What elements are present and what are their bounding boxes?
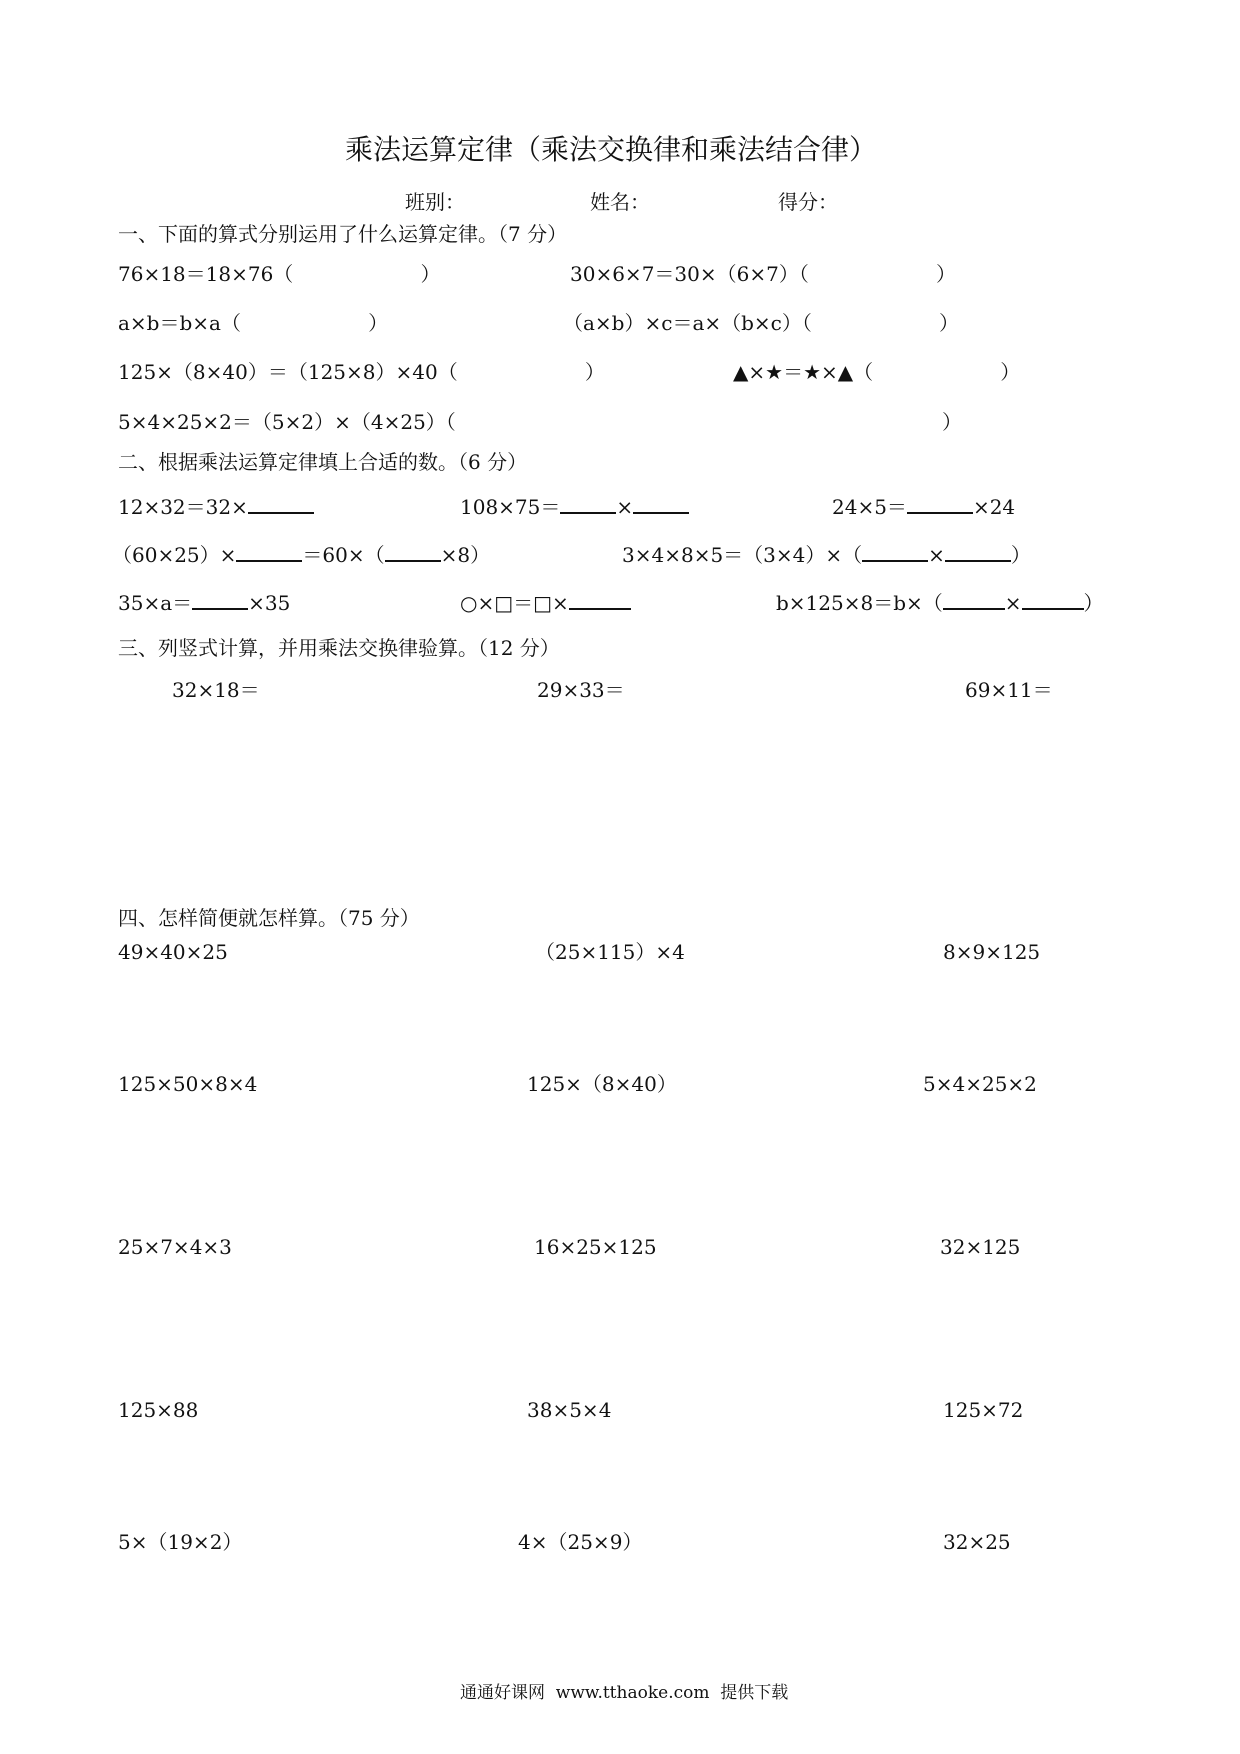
s1-item-4: （a×b）×c＝a×（b×c）（ ） <box>563 311 960 335</box>
s4-item-11: 38×5×4 <box>527 1398 612 1422</box>
s2-r2-a: （60×25）× ＝60×（ ×8） <box>112 543 491 567</box>
answer-blank[interactable] <box>943 590 1005 610</box>
s1-item-5: 125×（8×40）＝（125×8）×40（ ） <box>118 360 605 384</box>
s1-item-6: ▲×★＝★×▲（ ） <box>733 360 1021 384</box>
s4-item-7: 25×7×4×3 <box>118 1235 232 1259</box>
s4-item-1: 49×40×25 <box>118 940 228 964</box>
s1-item-2: 30×6×7＝30×（6×7）（ ） <box>570 262 956 286</box>
s1-item-3: a×b＝b×a（ ） <box>118 311 389 335</box>
answer-blank[interactable] <box>1022 590 1084 610</box>
answer-blank[interactable] <box>633 494 689 514</box>
s4-item-9: 32×125 <box>940 1235 1021 1259</box>
answer-blank[interactable] <box>192 590 248 610</box>
section-1-heading: 一、下面的算式分别运用了什么运算定律。（7 分） <box>118 222 568 246</box>
answer-blank[interactable] <box>385 542 441 562</box>
s1-item-7: 5×4×25×2＝（5×2）×（4×25）（ <box>118 410 456 434</box>
s2-r3-c: b×125×8＝b×（ × ） <box>776 591 1104 615</box>
s3-item-2: 29×33＝ <box>537 678 625 702</box>
s4-item-8: 16×25×125 <box>534 1235 657 1259</box>
answer-blank[interactable] <box>569 590 631 610</box>
s2-r1-a: 12×32＝32× <box>118 494 314 517</box>
class-label: 班别： <box>405 190 465 214</box>
s4-item-15: 32×25 <box>943 1530 1011 1554</box>
answer-blank[interactable] <box>236 542 302 562</box>
s4-item-13: 5×（19×2） <box>118 1530 243 1554</box>
s4-item-3: 8×9×125 <box>943 940 1041 964</box>
s4-item-2: （25×115）×4 <box>535 940 685 964</box>
s4-item-5: 125×（8×40） <box>527 1072 677 1096</box>
name-label: 姓名： <box>590 190 650 214</box>
answer-blank[interactable] <box>945 542 1011 562</box>
s4-item-10: 125×88 <box>118 1398 199 1422</box>
s4-item-12: 125×72 <box>943 1398 1024 1422</box>
s1-item-1: 76×18＝18×76（ ） <box>118 262 441 286</box>
s2-r1-c: 24×5＝ ×24 <box>832 495 1016 519</box>
s2-r3-b: ○×□＝□× <box>460 590 631 613</box>
s4-item-6: 5×4×25×2 <box>923 1072 1037 1096</box>
s3-item-1: 32×18＝ <box>172 678 260 702</box>
s2-r2-b: 3×4×8×5＝（3×4）×（ × ） <box>622 543 1031 567</box>
s3-item-3: 69×11＝ <box>965 678 1053 702</box>
footer-credit: 通通好课网 www.tthaoke.com 提供下载 <box>460 1683 789 1703</box>
s4-item-14: 4×（25×9） <box>518 1530 643 1554</box>
s4-item-4: 125×50×8×4 <box>118 1072 258 1096</box>
answer-blank[interactable] <box>560 494 616 514</box>
answer-blank[interactable] <box>248 494 314 514</box>
s1-item-7-close: ） <box>942 410 962 434</box>
page-title: 乘法运算定律（乘法交换律和乘法结合律） <box>345 133 878 166</box>
answer-blank[interactable] <box>862 542 928 562</box>
answer-blank[interactable] <box>907 494 973 514</box>
section-2-heading: 二、根据乘法运算定律填上合适的数。（6 分） <box>118 450 528 474</box>
section-3-heading: 三、列竖式计算，并用乘法交换律验算。（12 分） <box>118 636 560 660</box>
s2-r3-a: 35×a＝ ×35 <box>118 591 291 615</box>
section-4-heading: 四、怎样简便就怎样算。（75 分） <box>118 906 420 930</box>
score-label: 得分： <box>778 190 838 214</box>
s2-r1-b: 108×75＝ × <box>460 494 689 517</box>
